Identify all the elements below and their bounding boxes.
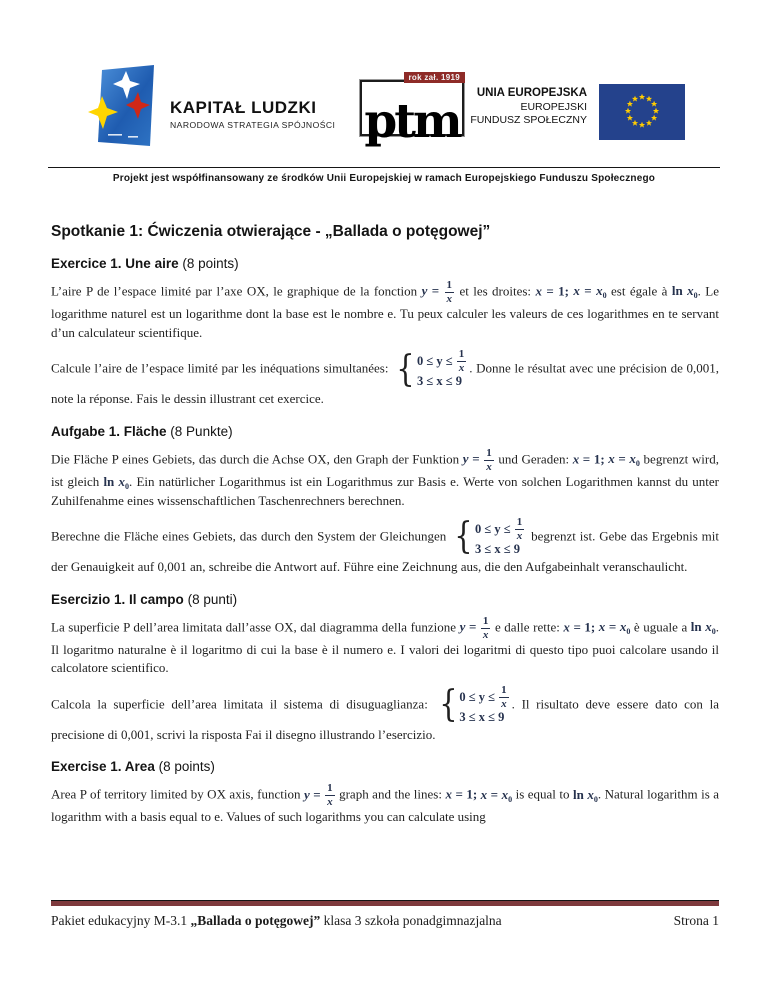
heading-french [51, 256, 719, 271]
eu-flag-icon [599, 84, 685, 140]
kapital-ludzki-text [170, 84, 335, 130]
heading-german-points: (8 Punkte) [170, 423, 233, 439]
formula-x-eq-1: x = 1; [445, 786, 481, 802]
eu-logo-text [470, 84, 587, 126]
paragraph-english-1: Area P of territory limited by OX axis, function y = $\frac{1}{x}$ graph and the lines: x = 1; $x = x_0$ is equal to $\ln x_0$. Natural logarithm is a logarithm with a basis equal to e. Values of such logarithms you can calculate using [51, 782, 720, 825]
header-separator [48, 167, 720, 168]
formula-y-eq-1-over-x: y = $\frac{1}{x}$ [421, 279, 453, 305]
page-footer [51, 900, 719, 929]
ptm-logo [360, 73, 464, 150]
page-title: Spotkanie 1: Ćwiczenia otwierające - „Ballada o potęgowej” [51, 223, 491, 240]
cofinance-note: Projekt jest współfinansowany ze środków Unii Europejskiej w ramach Europejskiego Funduszu Społecznego [112, 173, 656, 184]
formula-x-eq-1: x = 1; [535, 283, 574, 299]
formula-y-eq-1-over-x: y = $\frac{1}{x}$ [459, 614, 489, 641]
formula-inequality-system: { 0 ≤ y ≤ $\frac{1}{x}$ 3 ≤ x ≤ 9 [454, 516, 523, 558]
heading-german [51, 424, 719, 439]
kapital-ludzki-subtitle: NARODOWA STRATEGIA SPÓJNOŚCI [170, 120, 336, 130]
formula-y-eq-1-over-x: y = $\frac{1}{x}$ [462, 446, 492, 473]
eu-line3: FUNDUSZ SPOŁECZNY [470, 114, 587, 126]
paragraph-german-1: Die Fläche P eines Gebiets, das durch die Achse OX, den Graph der Funktion y = $\frac{1}{x}$ und Geraden: x = 1; $x = x_0$ begrenzt wird, ist gleich $\ln x_0$. Ein natürlicher Logarithmus ist ein Logarithmus zur Basis e. Werte von solchen Logarithmen kannst du unter Zuhilfenahme eines wissenschaftlichen Taschenrechners berechnen. [51, 446, 720, 508]
formula-ln-x0: $\ln x_0$ [690, 619, 716, 636]
kapital-ludzki-logo [88, 64, 335, 150]
heading-italian-label: Esercizio 1. Il campo [51, 591, 184, 607]
paragraph-german-2: Berechne die Fläche eines Gebiets, das durch den System der Gleichungen { 0 ≤ y ≤ $\frac{1}{x}$ 3 ≤ x ≤ 9 begrenzt ist. Gebe das Ergebnis mit der Genauigkeit auf 0,001 an, schreibe die Antwort auf. Führe eine Zeichnung aus, die den Aufgabeinhalt veranschaulicht. [51, 516, 719, 574]
eu-line1: UNIA EUROPEJSKA [476, 87, 587, 99]
heading-french-label: Exercice 1. Une aire [51, 256, 179, 271]
heading-italian [51, 592, 719, 607]
formula-x-eq-1: x = 1; [563, 619, 599, 635]
footer-page-number: Strona 1 [673, 913, 719, 928]
formula-x-eq-x0: $x = x_0$ [608, 451, 640, 469]
eu-logo [470, 84, 685, 140]
formula-ln-x0: $\ln x_0$ [572, 786, 598, 804]
paragraph-italian-2: Calcola la superficie dell’area limitata il sistema di disuguaglianza: { 0 ≤ y ≤ $\frac{1}{x}$ 3 ≤ x ≤ 9 . Il risultato deve essere dato con la precisione di 0,001, scrivi la risposta Fai il disegno illustrando l’esercizio. [51, 684, 719, 742]
heading-french-points: (8 points) [182, 256, 239, 271]
formula-inequality-system: { 0 ≤ y ≤ $\frac{1}{x}$ 3 ≤ x ≤ 9 [438, 684, 507, 726]
paragraph-italian-1: La superficie P dell’area limitata dall’asse OX, dal diagramma della funzione y = $\frac{1}{x}$ e dalle rette: x = 1; $x = x_0$ è uguale a $\ln x_0$. Il logaritmo naturalne è il logaritmo di cui la base è il numero e. I valori dei logaritmi di questo tipo puoi calcolare usando il calcolatore scientifico. [51, 614, 719, 676]
kapital-ludzki-title: KAPITAŁ LUDZKI [170, 98, 317, 117]
heading-english [51, 759, 719, 774]
footer-rule [51, 900, 719, 906]
formula-inequality-system: { 0 ≤ y ≤ $\frac{1}{x}$ 3 ≤ x ≤ 9 [396, 348, 465, 390]
formula-y-eq-1-over-x: y = $\frac{1}{x}$ [303, 782, 333, 809]
heading-english-label: Exercise 1. Area [51, 759, 155, 775]
formula-x-eq-1: x = 1; [572, 451, 609, 467]
ptm-founded-badge: rok zał. 1919 [404, 72, 466, 83]
ptm-logo-text: ptm [364, 94, 460, 150]
heading-english-points: (8 points) [158, 759, 215, 775]
paragraph-french-2: Calcule l’aire de l’espace limité par les inéquations simultanées: { 0 ≤ y ≤ $\frac{1}{x}$ 3 ≤ x ≤ 9 . Donne le résultat avec une précision de 0,001, note la réponse. Fais le dessin illustrant cet exercice. [51, 348, 719, 407]
formula-x-eq-x0: $x = x_0$ [573, 283, 607, 301]
formula-ln-x0: $\ln x_0$ [103, 473, 130, 491]
kapital-ludzki-flag-icon [88, 64, 160, 150]
formula-x-eq-x0: $x = x_0$ [598, 619, 631, 636]
formula-x-eq-x0: $x = x_0$ [480, 786, 513, 804]
document-body [51, 223, 719, 834]
heading-german-label: Aufgabe 1. Fläche [51, 423, 167, 439]
eu-line2: EUROPEJSKI [520, 101, 587, 113]
heading-italian-points: (8 punti) [187, 591, 238, 607]
footer-series-label: Pakiet edukacyjny M-3.1 „Ballada o potęgowej” klasa 3 szkoła ponadgimnazjalna [51, 913, 502, 928]
paragraph-french-1: L’aire P de l’espace limité par l’axe OX, le graphique de la fonction y = $\frac{1}{x}$ et les droites: x = 1; $x = x_0$ est égale à $\ln x_0$. Le logarithme naturel est un logarithme dont la base est le nombre e. Tu peux calculer les valeurs de ces logarithmes en te servant d’un calculateur scientifique. [51, 279, 719, 340]
formula-ln-x0: $\ln x_0$ [671, 283, 698, 301]
